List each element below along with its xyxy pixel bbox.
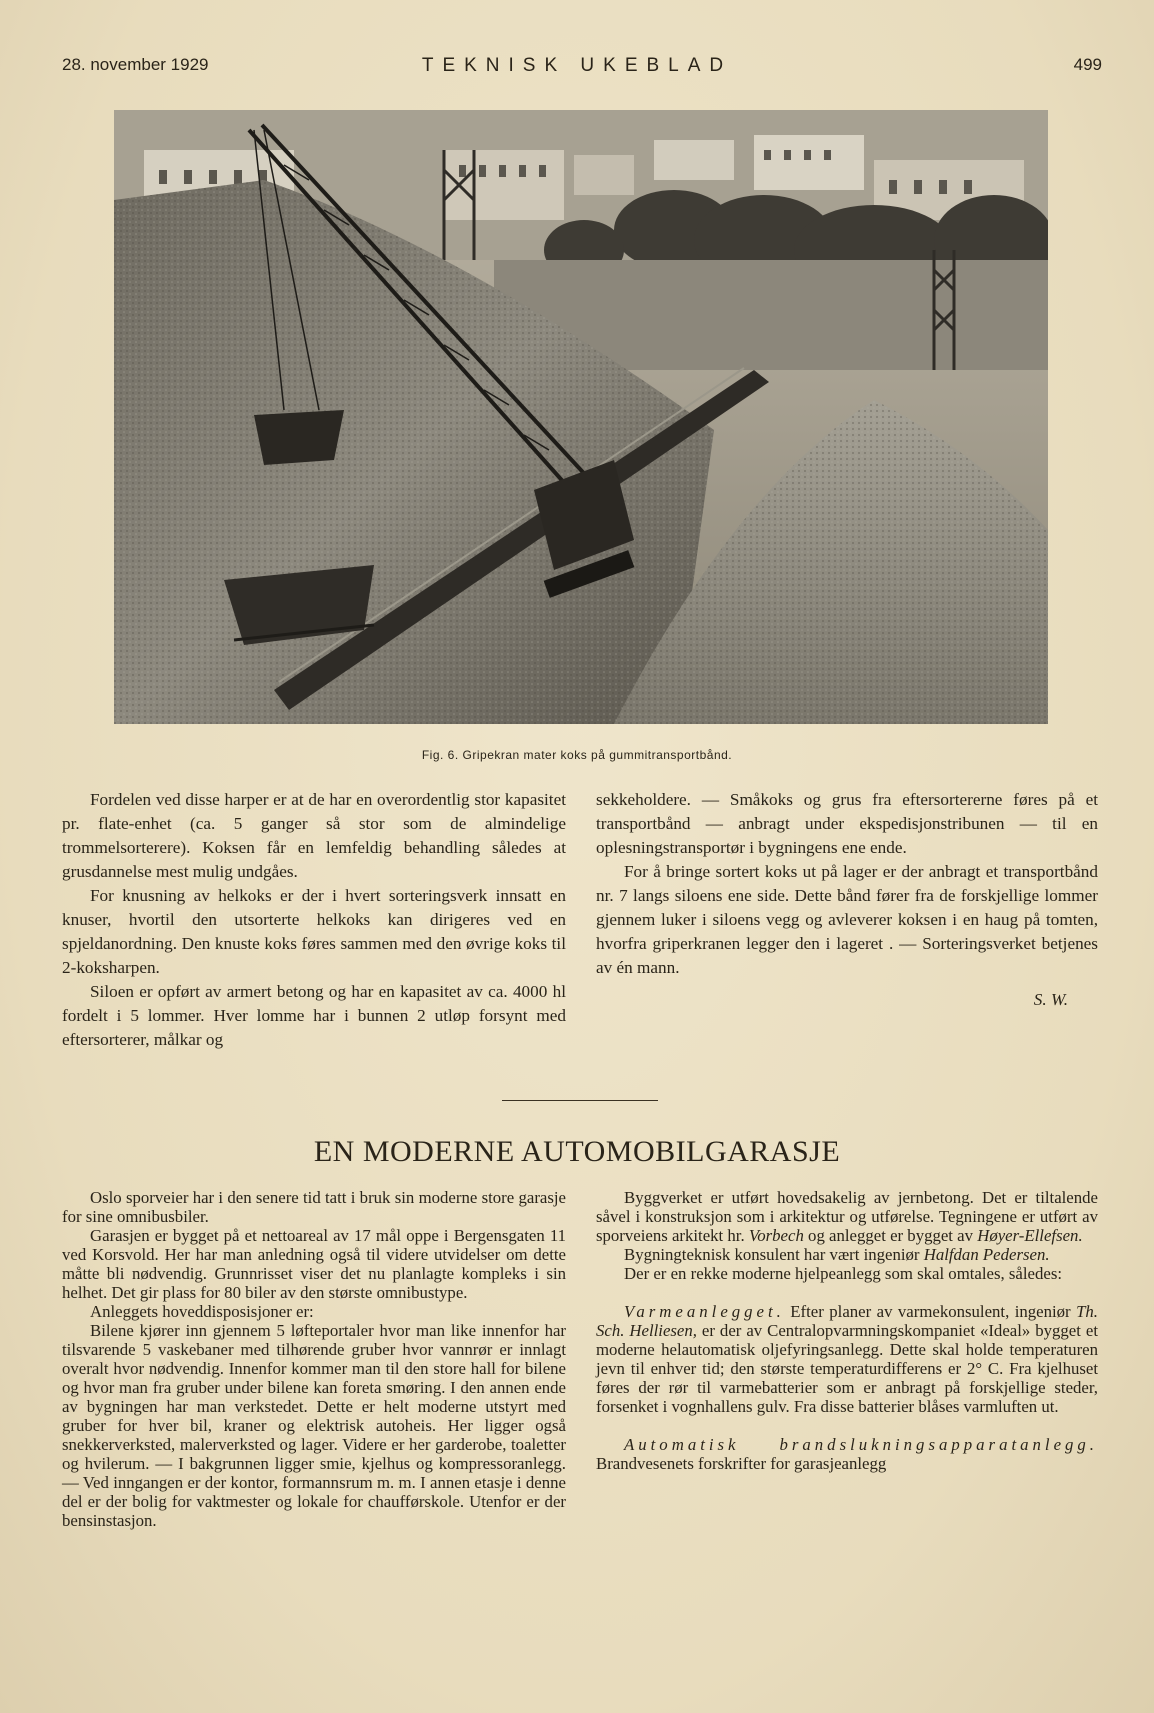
figure-caption: Fig. 6. Gripekran mater koks på gummitransportbånd. [421, 748, 733, 762]
article2-paragraph: Anleggets hoveddisposisjoner er: [90, 1302, 314, 1321]
article1-paragraph: Fordelen ved disse harper er at de har en overordentlig stor kapasitet pr. flate-enhet (ca. 5 ganger så stor som de almindelige trommelsorterere). Koksen får en lemfeldig behandling således at grusdannelse mest mulig undgåes. [62, 790, 566, 881]
text-run: Byggverket er utført hovedsakelig av jernbetong. Det er tiltalende såvel i konstruksjon som i arkitektur og utførelse. Tegningene er utført av sporveiens arkitekt hr. [596, 1188, 1098, 1245]
architect-name: Vorbech [748, 1226, 804, 1245]
consultant-name: Halfdan Pedersen. [923, 1245, 1050, 1264]
text-run: og anlegget er bygget av [803, 1226, 978, 1245]
article2-column-left [62, 1188, 566, 1530]
header-date: 28. november 1929 [62, 55, 209, 74]
article1-column-right [596, 788, 1098, 1012]
text-run: Brandvesenets forskrifter for garasjeanlegg [596, 1454, 887, 1473]
engineer-name: Th. Sch. Helliesen, [596, 1302, 1098, 1340]
header-page-number: 499 [1073, 55, 1102, 74]
paragraph-gap [596, 1283, 1098, 1302]
article1-signature: S. W. [1033, 990, 1068, 1009]
text-run: er der av Centralopvarmningskompaniet «Ideal» bygget et moderne helautomatisk oljefyringsanlegg. Dette skal holde temperaturen jevn til enhver tid; den største temperaturdifferens er 2° C. Fra kjelhuset føres der rør til varmebatterier som er anbragt på forskjellige steder, forsenket i vognhallens gulv. Fra disse batterier blåses varmluften ut. [596, 1321, 1098, 1416]
section-lead: Varmeanlegget. [624, 1302, 785, 1321]
text-run: Bygningteknisk konsulent har vært ingeniør [624, 1245, 924, 1264]
article1-column-left [62, 788, 566, 1052]
article2-heading: EN MODERNE AUTOMOBILGARASJE [313, 1135, 841, 1168]
article1-paragraph: sekkeholdere. — Småkoks og grus fra eftersortererne føres på et transportbånd — anbragt under ekspedisjonstribunen — til en oplesningstransportør i bygningens ene ende. [596, 790, 1098, 857]
article1-paragraph: For knusning av helkoks er der i hvert sorteringsverk innsatt en knuser, hvortil den utsorterte helkoks kan dirigeres ved en spjeldanordning. Den knuste koks føres sammen med den øvrige koks til 2-koksharpen. [62, 886, 566, 977]
photograph-grab-crane [114, 110, 1048, 724]
article2-paragraph: Oslo sporveier har i den senere tid tatt i bruk sin moderne store garasje for sine omnibusbiler. [62, 1188, 566, 1226]
article2-paragraph: Garasjen er bygget på et nettoareal av 17 mål oppe i Bergensgaten 11 ved Korsvold. Her har man anledning også til videre utvidelser om dette måtte bli nødvendig. Grunnrisset viser det nu planlagte kompleks i sin helhet. Det gir plass for 80 biler av den største omnibustype. [62, 1226, 566, 1302]
builder-name: Høyer-Ellefsen. [977, 1226, 1083, 1245]
text-run: Efter planer av varmekonsulent, ingeniør [784, 1302, 1077, 1321]
article2-paragraph: Der er en rekke moderne hjelpeanlegg som skal omtales, således: [624, 1264, 1063, 1283]
article2-paragraph [596, 1435, 1098, 1473]
article2-paragraph [596, 1188, 1098, 1245]
article2-paragraph [596, 1245, 1098, 1264]
section-divider [502, 1100, 658, 1101]
article2-paragraph [596, 1302, 1098, 1416]
paragraph-gap [596, 1416, 1098, 1435]
article2-column-right [596, 1188, 1098, 1473]
article2-paragraph: Bilene kjører inn gjennem 5 løfteportaler hvor man like innenfor har tilsvarende 5 vaskebaner med tilhørende gruber hvor vannrør er innlagt overalt hvor nødvendig. Innenfor kommer man til den store hall for bilene og hvor man fra gruber under bilene kan foreta smøring. I den annen ende av bygningen har man verkstedet. Dette er helt moderne utstyrt med gruber for hver bil, kraner og elektrisk autoheis. Her ligger også snekkerverksted, malerverksted og lager. Videre er her garderobe, toaletter og hvilerum. — I bakgrunnen ligger smie, kjelhus og kompressoranlegg. — Ved inngangen er der kontor, formannsrum m. m. I annen etasje i denne del er der bolig for vaktmester og lokale for chaufførskole. Utenfor er der bensinstasjon. [62, 1321, 566, 1530]
article1-paragraph: For å bringe sortert koks ut på lager er der anbragt et transportbånd nr. 7 langs siloens ene side. Dette bånd fører fra de forskjellige lommer gjennem luker i siloens vegg og avleverer koksen i en haug på tomten, hvorfra griperkranen legger den i lageret . — Sorteringsverket betjenes av én mann. [596, 862, 1098, 977]
section-lead: Automatisk brandslukningsapparatanlegg. [624, 1435, 1098, 1454]
header-title: TEKNISK UKEBLAD [421, 55, 733, 76]
article1-paragraph: Siloen er opført av armert betong og har en kapasitet av ca. 4000 hl fordelt i 5 lommer. Hver lomme har i bunnen 2 utløp forsynt med eftersorterer, målkar og [62, 982, 566, 1049]
